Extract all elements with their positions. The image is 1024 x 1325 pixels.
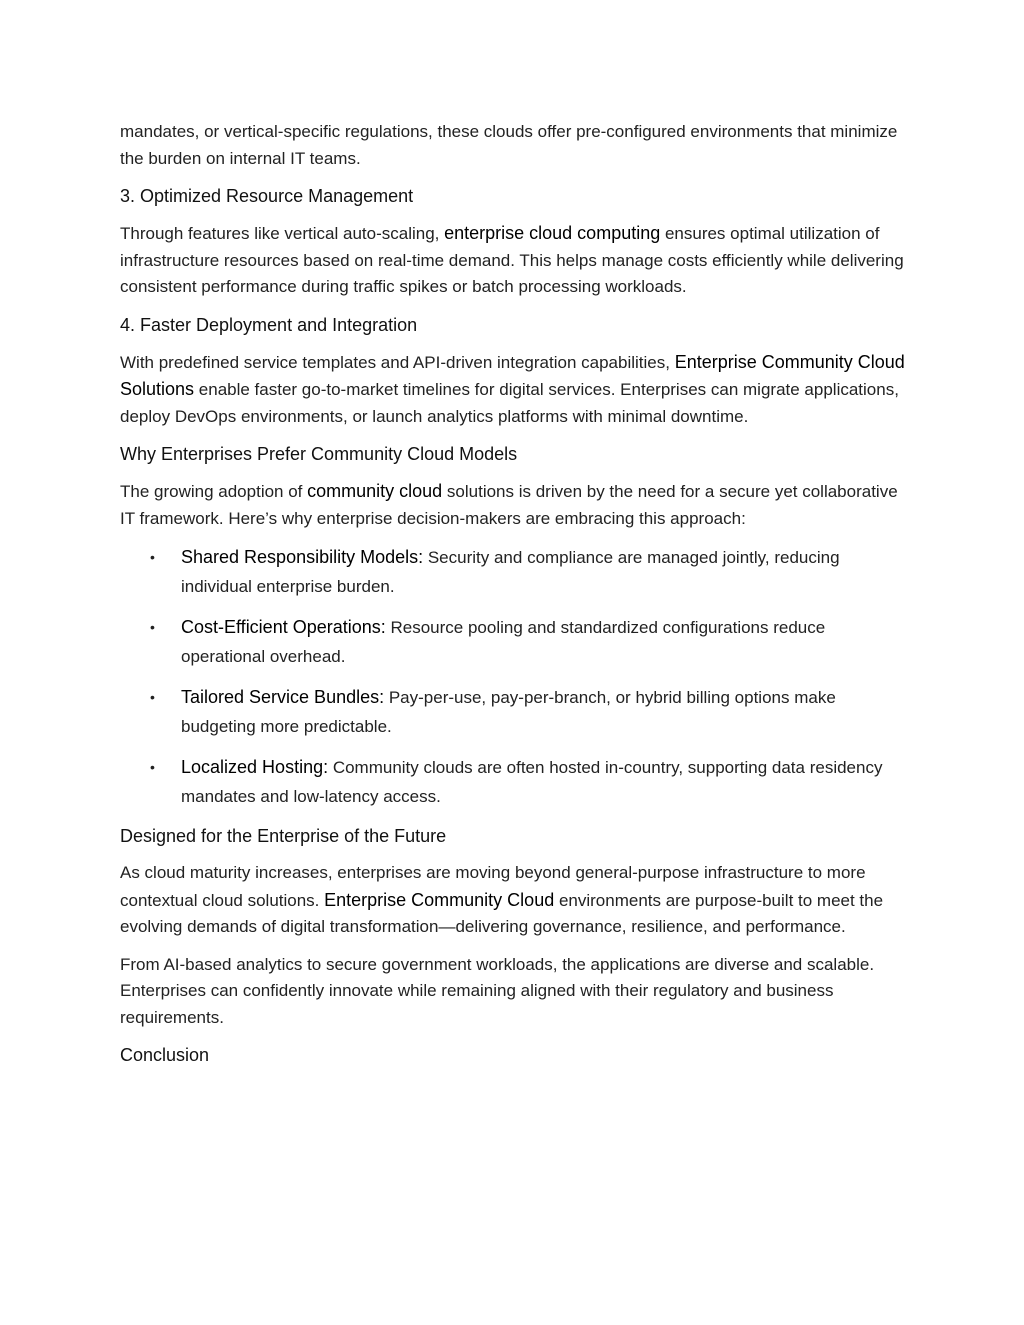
emphasis-text: Enterprise Community Cloud Solutions xyxy=(120,351,905,399)
bullet-icon: • xyxy=(150,549,155,565)
paragraph-text: As cloud maturity increases, enterprises are moving beyond general-purpose infrastructure to more contextual cloud solutions. xyxy=(120,863,866,910)
section-heading-enterprise-future: Designed for the Enterprise of the Future xyxy=(120,826,447,846)
list-item-lead: Tailored Service Bundles: xyxy=(181,687,385,707)
document-page xyxy=(120,119,910,1079)
bullet-icon: • xyxy=(150,619,155,635)
section-heading-conclusion: Conclusion xyxy=(120,1045,210,1065)
list-item xyxy=(150,683,910,741)
section-heading-optimized-resource: 3. Optimized Resource Management xyxy=(120,186,414,206)
list-item-text: Resource pooling and standardized configurations reduce operational overhead. xyxy=(181,618,826,666)
list-item-text: Community clouds are often hosted in-country, supporting data residency mandates and low-latency access. xyxy=(181,758,883,806)
paragraph-text: ensures optimal utilization of infrastructure resources based on real-time demand. This helps manage costs efficiently while delivering consistent performance during traffic spikes or batch processing workloads. xyxy=(120,224,904,296)
section-paragraph-optimized-resource xyxy=(120,220,910,301)
list-item-text: Pay-per-use, pay-per-branch, or hybrid billing options make budgeting more predictable. xyxy=(181,688,836,736)
emphasis-text: enterprise cloud computing xyxy=(444,223,661,243)
section-heading-why-enterprises: Why Enterprises Prefer Community Cloud Models xyxy=(120,444,518,464)
list-item-lead: Localized Hosting: xyxy=(181,757,329,777)
section-paragraph-applications: From AI-based analytics to secure government workloads, the applications are diverse and scalable. Enterprises can confidently innovate while remaining aligned with their regulatory and business requirements. xyxy=(120,954,875,1027)
section-heading-faster-deployment: 4. Faster Deployment and Integration xyxy=(120,314,418,335)
list-item-lead: Cost-Efficient Operations: xyxy=(181,617,386,637)
paragraph-text: Through features like vertical auto-scaling, xyxy=(120,224,445,243)
list-item xyxy=(150,753,910,811)
list-item xyxy=(150,543,910,601)
bullet-icon: • xyxy=(150,689,155,705)
list-item xyxy=(150,613,910,671)
section-paragraph-why-enterprises xyxy=(120,478,910,532)
bullet-icon: • xyxy=(150,759,155,775)
paragraph-text: environments are purpose-built to meet the evolving demands of digital transformation—delivering governance, resilience, and performance. xyxy=(120,890,884,936)
intro-paragraph: mandates, or vertical-specific regulations, these clouds offer pre-configured environments that minimize the burden on internal IT teams. xyxy=(120,122,898,168)
paragraph-text: enable faster go-to-market timelines for digital services. Enterprises can migrate applications, deploy DevOps environments, or launch analytics platforms with minimal downtime. xyxy=(120,380,899,426)
benefits-list xyxy=(120,543,910,811)
emphasis-text: community cloud xyxy=(307,481,443,501)
paragraph-text: With predefined service templates and API-driven integration capabilities, xyxy=(120,352,675,372)
list-item-text: Security and compliance are managed jointly, reducing individual enterprise burden. xyxy=(181,548,840,596)
emphasis-text: Enterprise Community Cloud xyxy=(324,889,555,910)
section-paragraph-faster-deployment xyxy=(120,349,910,431)
section-paragraph-enterprise-future xyxy=(120,860,910,941)
paragraph-text: solutions is driven by the need for a secure yet collaborative IT framework. Here’s why enterprise decision-makers are embracing this approach: xyxy=(120,482,898,528)
list-item-lead: Shared Responsibility Models: xyxy=(181,547,424,567)
paragraph-text: The growing adoption of xyxy=(120,482,308,501)
